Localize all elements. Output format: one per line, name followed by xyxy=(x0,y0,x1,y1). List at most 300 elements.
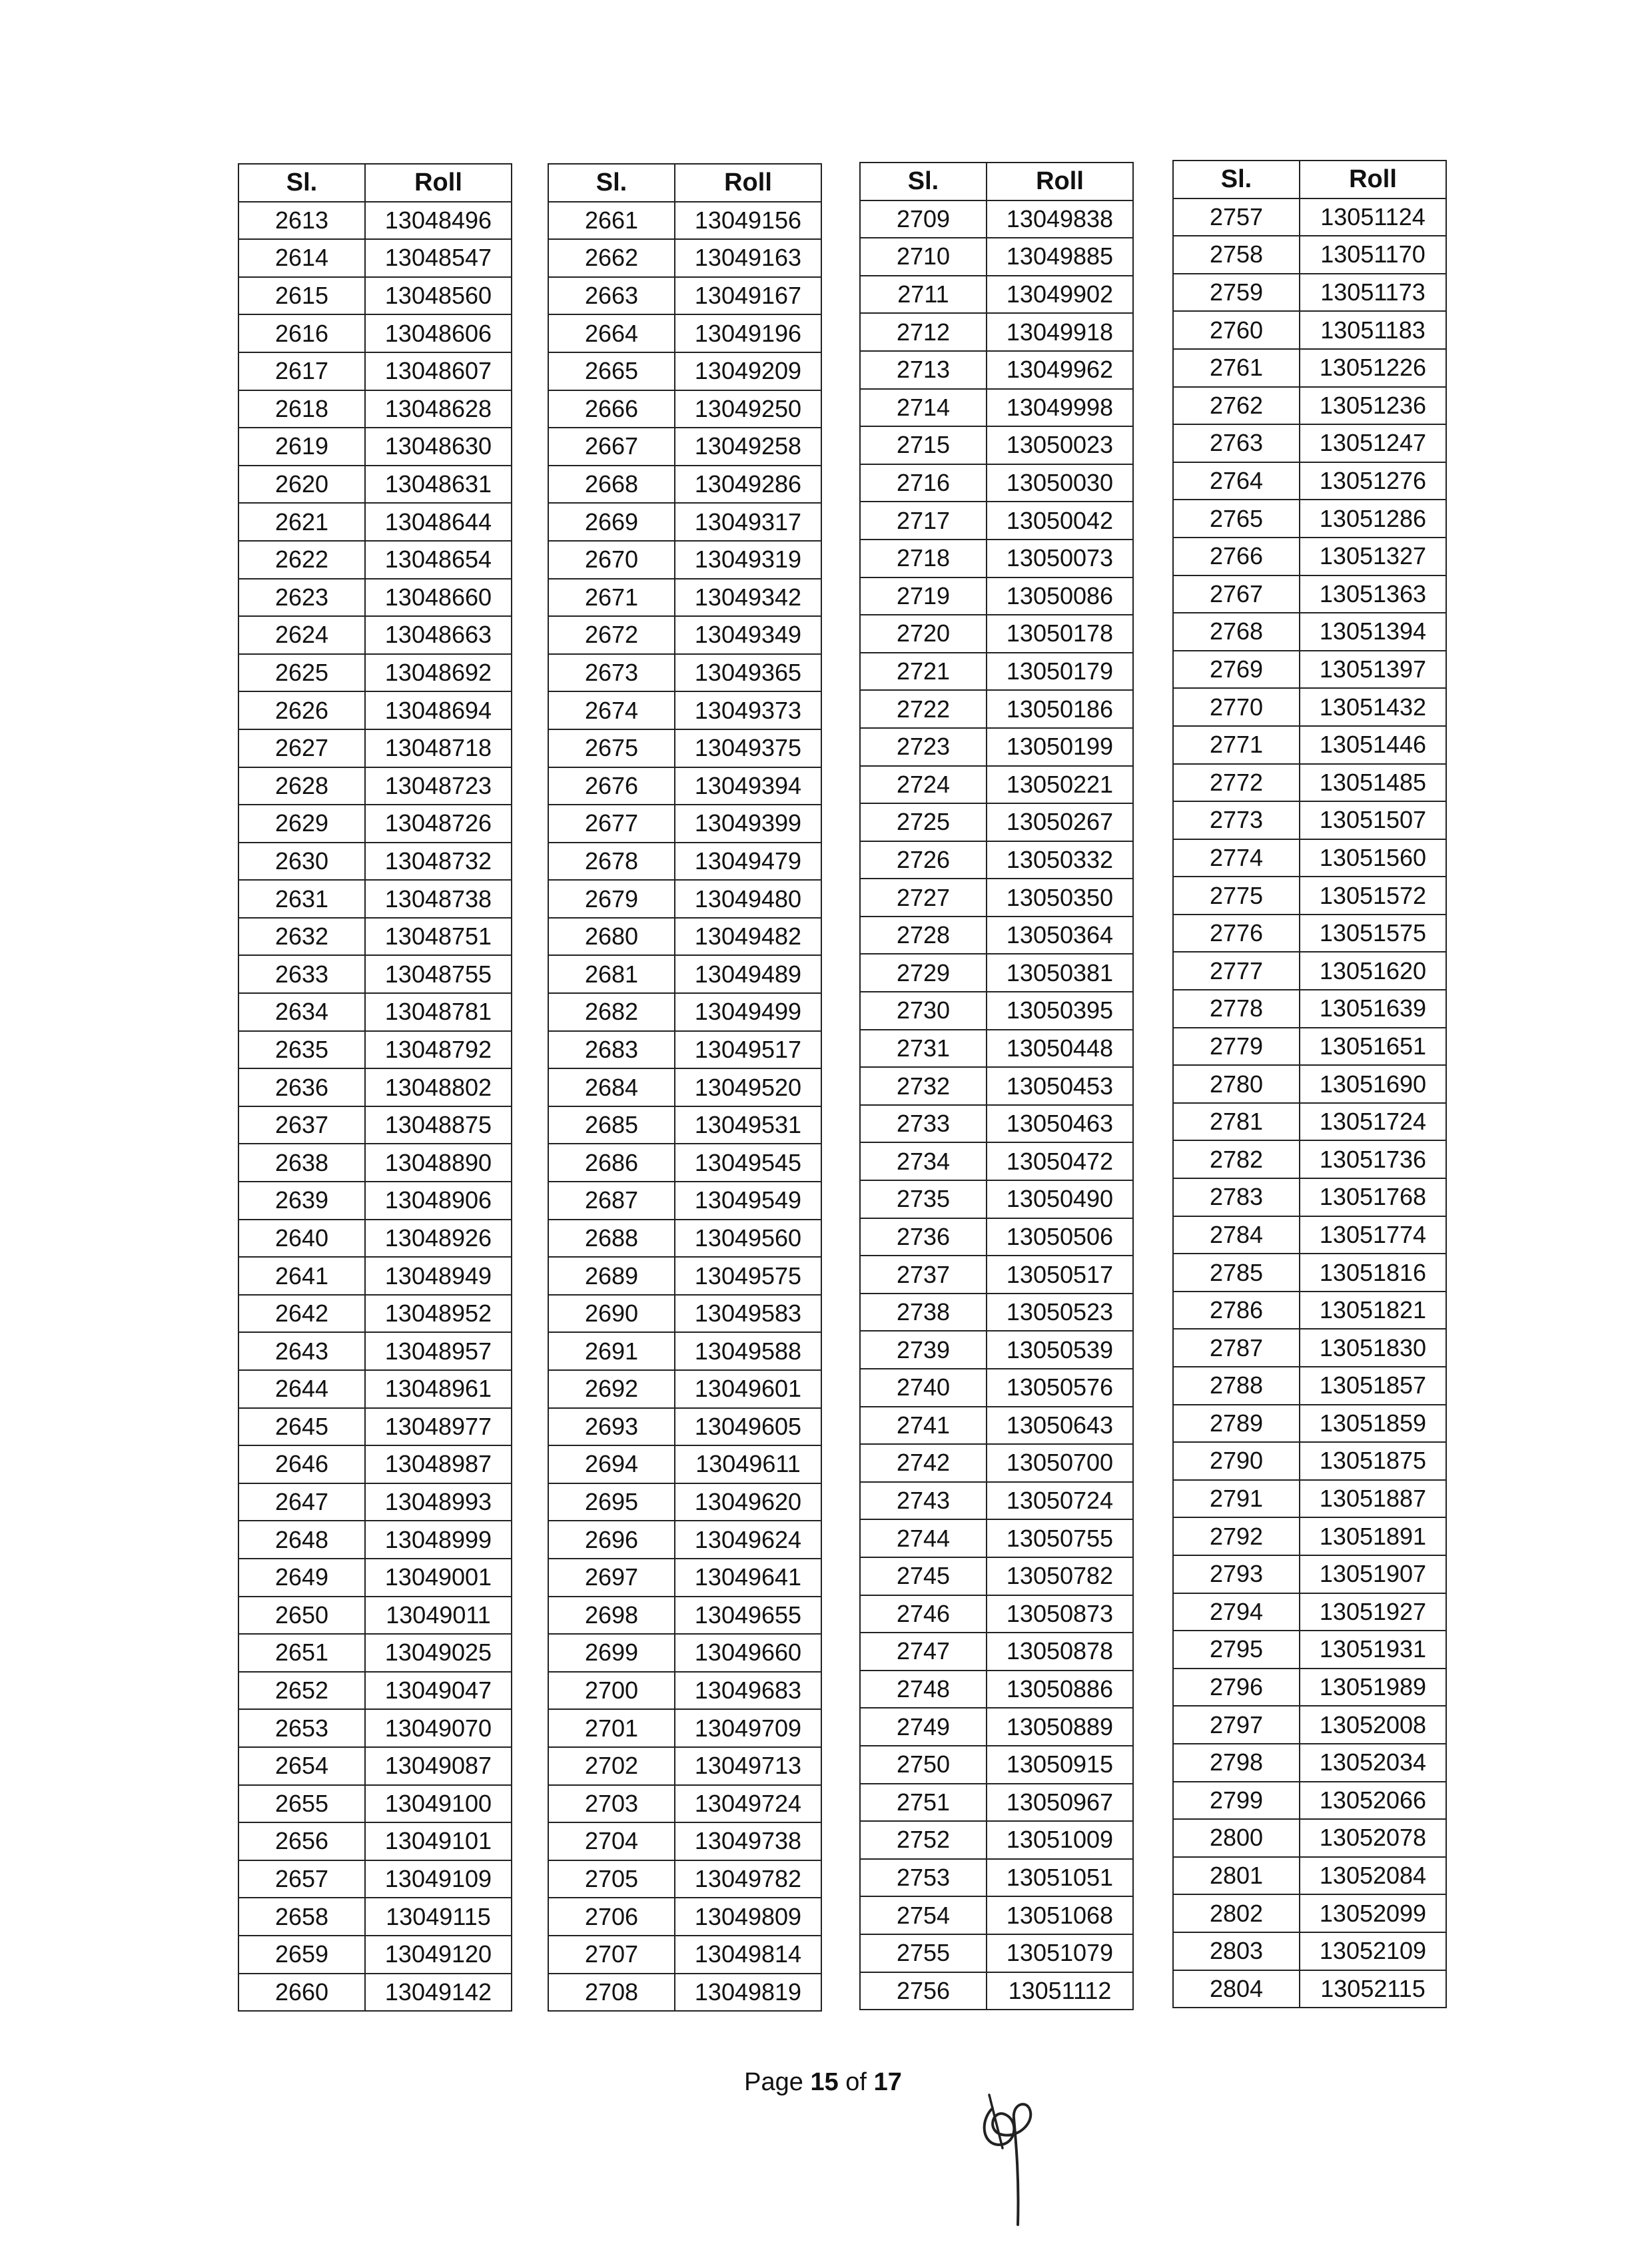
roll-cell: 13048792 xyxy=(365,1031,512,1069)
roll-cell: 13050332 xyxy=(987,841,1133,879)
sl-cell: 2655 xyxy=(238,1785,365,1823)
roll-cell: 13048628 xyxy=(365,390,512,428)
roll-cell: 13048977 xyxy=(365,1408,512,1446)
sl-cell: 2804 xyxy=(1173,1970,1300,2008)
table-row xyxy=(548,1898,821,1936)
table-row xyxy=(548,579,821,617)
sl-cell: 2767 xyxy=(1173,575,1300,613)
table-row xyxy=(1173,1028,1446,1066)
table-row xyxy=(548,880,821,918)
roll-cell: 13049819 xyxy=(675,1974,821,2012)
roll-cell: 13050782 xyxy=(987,1557,1133,1595)
table-row xyxy=(860,1180,1133,1218)
table-row xyxy=(548,1182,821,1220)
roll-cell: 13048496 xyxy=(365,202,512,240)
table-row xyxy=(238,428,512,466)
table-row xyxy=(238,352,512,390)
sl-cell: 2792 xyxy=(1173,1517,1300,1555)
roll-cell: 13049499 xyxy=(675,993,821,1031)
roll-cell: 13050576 xyxy=(987,1369,1133,1407)
roll-cell: 13051170 xyxy=(1300,236,1446,274)
roll-cell: 13051068 xyxy=(987,1896,1133,1934)
sl-cell: 2695 xyxy=(548,1483,675,1521)
roll-cell: 13049601 xyxy=(675,1370,821,1408)
table-row xyxy=(238,1332,512,1370)
table-row xyxy=(238,1106,512,1144)
sl-cell: 2743 xyxy=(860,1482,987,1520)
roll-cell: 13049365 xyxy=(675,654,821,692)
roll-header: Roll xyxy=(675,164,821,202)
table-row xyxy=(238,1672,512,1710)
sl-cell: 2680 xyxy=(548,918,675,956)
sl-cell: 2613 xyxy=(238,202,365,240)
table-row xyxy=(860,917,1133,954)
table-row xyxy=(860,1633,1133,1671)
sl-cell: 2705 xyxy=(548,1860,675,1898)
sl-cell: 2669 xyxy=(548,503,675,541)
sl-cell: 2675 xyxy=(548,729,675,767)
roll-cell: 13048547 xyxy=(365,239,512,277)
sl-cell: 2632 xyxy=(238,918,365,956)
sl-cell: 2756 xyxy=(860,1972,987,2010)
roll-cell: 13049709 xyxy=(675,1709,821,1747)
sl-cell: 2645 xyxy=(238,1408,365,1446)
roll-cell: 13048781 xyxy=(365,993,512,1031)
sl-cell: 2653 xyxy=(238,1709,365,1747)
roll-cell: 13049480 xyxy=(675,880,821,918)
sl-cell: 2780 xyxy=(1173,1065,1300,1103)
table-row xyxy=(860,1896,1133,1934)
table-row xyxy=(548,691,821,729)
sl-cell: 2625 xyxy=(238,654,365,692)
roll-cell: 13051394 xyxy=(1300,613,1446,651)
sl-cell: 2699 xyxy=(548,1634,675,1672)
table-row xyxy=(238,1860,512,1898)
sl-cell: 2615 xyxy=(238,277,365,315)
table-row xyxy=(860,351,1133,389)
roll-cell: 13049109 xyxy=(365,1860,512,1898)
table-row xyxy=(238,1521,512,1559)
sl-cell: 2765 xyxy=(1173,500,1300,538)
roll-cell: 13049624 xyxy=(675,1521,821,1559)
table-row xyxy=(548,503,821,541)
roll-cell: 13051887 xyxy=(1300,1480,1446,1518)
roll-cell: 13049342 xyxy=(675,579,821,617)
roll-cell: 13050490 xyxy=(987,1180,1133,1218)
table-row xyxy=(860,992,1133,1030)
table-row xyxy=(1173,1442,1446,1480)
roll-cell: 13048694 xyxy=(365,691,512,729)
roll-cell: 13049258 xyxy=(675,428,821,466)
table-row xyxy=(860,426,1133,464)
sl-cell: 2642 xyxy=(238,1295,365,1333)
roll-cell: 13049902 xyxy=(987,276,1133,314)
sl-cell: 2640 xyxy=(238,1220,365,1258)
table-row xyxy=(1173,198,1446,236)
roll-cell: 13048654 xyxy=(365,541,512,579)
table-row xyxy=(1173,1555,1446,1593)
sl-cell: 2697 xyxy=(548,1559,675,1597)
roll-cell: 13050886 xyxy=(987,1671,1133,1708)
sl-cell: 2755 xyxy=(860,1934,987,1972)
roll-cell: 13048751 xyxy=(365,918,512,956)
table-row xyxy=(238,654,512,692)
table-row xyxy=(860,540,1133,577)
roll-cell: 13048644 xyxy=(365,503,512,541)
roll-cell: 13049738 xyxy=(675,1822,821,1860)
roll-cell: 13049918 xyxy=(987,313,1133,351)
sl-cell: 2748 xyxy=(860,1671,987,1708)
table-row xyxy=(238,616,512,654)
roll-cell: 13051774 xyxy=(1300,1216,1446,1254)
table-row xyxy=(860,803,1133,841)
roll-cell: 13049782 xyxy=(675,1860,821,1898)
table-row xyxy=(1173,1292,1446,1329)
table-row xyxy=(238,277,512,315)
table-row xyxy=(860,1482,1133,1520)
roll-cell: 13049713 xyxy=(675,1747,821,1785)
roll-cell: 13052066 xyxy=(1300,1782,1446,1820)
table-row xyxy=(548,1521,821,1559)
sl-cell: 2770 xyxy=(1173,688,1300,726)
sl-cell: 2659 xyxy=(238,1936,365,1974)
table-row xyxy=(548,314,821,352)
table-row xyxy=(238,691,512,729)
roll-cell: 13050073 xyxy=(987,540,1133,577)
sl-cell: 2622 xyxy=(238,541,365,579)
table-row xyxy=(238,1597,512,1635)
table-row xyxy=(860,502,1133,540)
sl-cell: 2778 xyxy=(1173,990,1300,1028)
roll-cell: 13051124 xyxy=(1300,198,1446,236)
sl-cell: 2651 xyxy=(238,1634,365,1672)
table-row xyxy=(238,1785,512,1823)
sl-cell: 2637 xyxy=(238,1106,365,1144)
roll-cell: 13051051 xyxy=(987,1859,1133,1897)
sl-cell: 2747 xyxy=(860,1633,987,1671)
roll-cell: 13049655 xyxy=(675,1597,821,1635)
sl-cell: 2801 xyxy=(1173,1857,1300,1895)
roll-cell: 13049070 xyxy=(365,1709,512,1747)
sl-cell: 2761 xyxy=(1173,349,1300,387)
roll-cell: 13049319 xyxy=(675,541,821,579)
roll-cell: 13051736 xyxy=(1300,1140,1446,1178)
table-row xyxy=(1173,236,1446,274)
sl-cell: 2629 xyxy=(238,805,365,843)
sl-cell: 2750 xyxy=(860,1746,987,1784)
roll-cell: 13049962 xyxy=(987,351,1133,389)
roll-cell: 13048663 xyxy=(365,616,512,654)
sl-cell: 2687 xyxy=(548,1182,675,1220)
table-row xyxy=(548,1257,821,1295)
sl-cell: 2693 xyxy=(548,1408,675,1446)
sl-cell: 2709 xyxy=(860,200,987,238)
roll-cell: 13049142 xyxy=(365,1974,512,2012)
sl-cell: 2803 xyxy=(1173,1932,1300,1970)
roll-cell: 13052008 xyxy=(1300,1706,1446,1744)
table-row xyxy=(860,464,1133,502)
sl-cell: 2740 xyxy=(860,1369,987,1407)
sl-cell: 2633 xyxy=(238,955,365,993)
sl-cell: 2679 xyxy=(548,880,675,918)
table-row xyxy=(548,352,821,390)
roll-header: Roll xyxy=(1300,161,1446,198)
table-row xyxy=(1173,274,1446,312)
table-row xyxy=(548,428,821,466)
sl-cell: 2649 xyxy=(238,1559,365,1597)
table-row xyxy=(548,202,821,240)
sl-cell: 2773 xyxy=(1173,801,1300,839)
sl-cell: 2708 xyxy=(548,1974,675,2012)
roll-cell: 13049479 xyxy=(675,843,821,881)
roll-cell: 13049620 xyxy=(675,1483,821,1521)
table-row xyxy=(238,1370,512,1408)
table-row xyxy=(548,1220,821,1258)
table-row xyxy=(1173,688,1446,726)
sl-cell: 2662 xyxy=(548,239,675,277)
sl-cell: 2774 xyxy=(1173,839,1300,877)
sl-cell: 2766 xyxy=(1173,538,1300,575)
sl-cell: 2714 xyxy=(860,389,987,427)
roll-cell: 13051173 xyxy=(1300,274,1446,312)
table-row xyxy=(860,1934,1133,1972)
sl-cell: 2741 xyxy=(860,1407,987,1445)
table-row xyxy=(860,1067,1133,1105)
roll-cell: 13051432 xyxy=(1300,688,1446,726)
table-row xyxy=(548,654,821,692)
sl-cell: 2787 xyxy=(1173,1329,1300,1367)
sl-cell: 2670 xyxy=(548,541,675,579)
sl-cell: 2737 xyxy=(860,1256,987,1294)
roll-cell: 13049482 xyxy=(675,918,821,956)
roll-cell: 13049011 xyxy=(365,1597,512,1635)
roll-cell: 13049394 xyxy=(675,767,821,805)
roll-cell: 13051276 xyxy=(1300,462,1446,500)
roll-cell: 13051446 xyxy=(1300,726,1446,764)
roll-cell: 13049047 xyxy=(365,1672,512,1710)
table-row xyxy=(548,1597,821,1635)
sl-cell: 2616 xyxy=(238,314,365,352)
sl-cell: 2760 xyxy=(1173,311,1300,349)
table-row xyxy=(238,955,512,993)
table-row xyxy=(1173,575,1446,613)
table-row xyxy=(860,615,1133,653)
roll-cell: 13049588 xyxy=(675,1332,821,1370)
roll-cell: 13050878 xyxy=(987,1633,1133,1671)
table-row xyxy=(1173,1140,1446,1178)
table-row xyxy=(548,390,821,428)
sl-cell: 2636 xyxy=(238,1068,365,1106)
roll-cell: 13049605 xyxy=(675,1408,821,1446)
roll-cell: 13050700 xyxy=(987,1444,1133,1482)
sl-cell: 2757 xyxy=(1173,198,1300,236)
sl-cell: 2648 xyxy=(238,1521,365,1559)
sl-cell: 2720 xyxy=(860,615,987,653)
roll-cell: 13050186 xyxy=(987,690,1133,728)
roll-cell: 13049250 xyxy=(675,390,821,428)
roll-cell: 13049163 xyxy=(675,239,821,277)
roll-cell: 13050042 xyxy=(987,502,1133,540)
roll-cell: 13049101 xyxy=(365,1822,512,1860)
roll-table-2 xyxy=(548,163,822,2012)
sl-cell: 2715 xyxy=(860,426,987,464)
table-row xyxy=(1173,613,1446,651)
table-row xyxy=(860,1557,1133,1595)
table-row xyxy=(238,1257,512,1295)
table-row xyxy=(860,577,1133,615)
roll-cell: 13049531 xyxy=(675,1106,821,1144)
table-row xyxy=(1173,1932,1446,1970)
sl-cell: 2794 xyxy=(1173,1593,1300,1631)
table-row xyxy=(1173,1065,1446,1103)
roll-cell: 13049838 xyxy=(987,200,1133,238)
roll-cell: 13049660 xyxy=(675,1634,821,1672)
sl-cell: 2795 xyxy=(1173,1631,1300,1669)
table-row xyxy=(548,1785,821,1823)
table-row xyxy=(1173,990,1446,1028)
roll-cell: 13049520 xyxy=(675,1068,821,1106)
page-label: Page xyxy=(744,2068,803,2096)
sl-cell: 2684 xyxy=(548,1068,675,1106)
table-row xyxy=(860,313,1133,351)
table-row xyxy=(860,1708,1133,1746)
table-row xyxy=(548,1483,821,1521)
table-row xyxy=(1173,726,1446,764)
roll-cell: 13050724 xyxy=(987,1482,1133,1520)
sl-cell: 2661 xyxy=(548,202,675,240)
sl-cell: 2621 xyxy=(238,503,365,541)
sl-cell: 2644 xyxy=(238,1370,365,1408)
roll-cell: 13048926 xyxy=(365,1220,512,1258)
table-row xyxy=(238,202,512,240)
sl-cell: 2668 xyxy=(548,466,675,504)
table-row xyxy=(1173,1669,1446,1706)
table-row xyxy=(548,1408,821,1446)
sl-cell: 2717 xyxy=(860,502,987,540)
sl-header: Sl. xyxy=(1173,161,1300,198)
table-row xyxy=(548,918,821,956)
table-row xyxy=(548,955,821,993)
sl-cell: 2694 xyxy=(548,1445,675,1483)
table-row xyxy=(860,1519,1133,1557)
table-row xyxy=(238,918,512,956)
table-row xyxy=(238,1144,512,1182)
sl-header: Sl. xyxy=(238,164,365,202)
roll-cell: 13049399 xyxy=(675,805,821,843)
sl-cell: 2749 xyxy=(860,1708,987,1746)
sl-cell: 2790 xyxy=(1173,1442,1300,1480)
roll-cell: 13048755 xyxy=(365,955,512,993)
sl-cell: 2724 xyxy=(860,766,987,804)
table-row xyxy=(238,843,512,881)
sl-cell: 2731 xyxy=(860,1030,987,1068)
sl-cell: 2635 xyxy=(238,1031,365,1069)
sl-cell: 2630 xyxy=(238,843,365,881)
roll-cell: 13048732 xyxy=(365,843,512,881)
sl-cell: 2639 xyxy=(238,1182,365,1220)
table-row xyxy=(548,993,821,1031)
table-row xyxy=(860,1142,1133,1180)
table-row xyxy=(238,1220,512,1258)
roll-cell: 13048726 xyxy=(365,805,512,843)
roll-cell: 13051363 xyxy=(1300,575,1446,613)
page-total: 17 xyxy=(873,2068,902,2096)
sl-cell: 2769 xyxy=(1173,651,1300,689)
table-row xyxy=(548,1295,821,1333)
table-row xyxy=(1173,424,1446,462)
roll-cell: 13051079 xyxy=(987,1934,1133,1972)
table-row xyxy=(1173,1782,1446,1820)
sl-cell: 2781 xyxy=(1173,1103,1300,1141)
table-row xyxy=(860,389,1133,427)
roll-cell: 13051724 xyxy=(1300,1103,1446,1141)
sl-cell: 2751 xyxy=(860,1784,987,1822)
table-row xyxy=(1173,1178,1446,1216)
roll-cell: 13048952 xyxy=(365,1295,512,1333)
roll-cell: 13050086 xyxy=(987,577,1133,615)
roll-cell: 13049120 xyxy=(365,1936,512,1974)
roll-cell: 13049724 xyxy=(675,1785,821,1823)
sl-cell: 2788 xyxy=(1173,1367,1300,1405)
sl-cell: 2800 xyxy=(1173,1819,1300,1857)
roll-cell: 13051327 xyxy=(1300,538,1446,575)
sl-cell: 2726 xyxy=(860,841,987,879)
sl-cell: 2685 xyxy=(548,1106,675,1144)
sl-cell: 2656 xyxy=(238,1822,365,1860)
roll-cell: 13049100 xyxy=(365,1785,512,1823)
table-row xyxy=(238,466,512,504)
roll-cell: 13052109 xyxy=(1300,1932,1446,1970)
table-row xyxy=(860,1595,1133,1633)
roll-header: Roll xyxy=(365,164,512,202)
roll-cell: 13049517 xyxy=(675,1031,821,1069)
roll-cell: 13050915 xyxy=(987,1746,1133,1784)
sl-cell: 2698 xyxy=(548,1597,675,1635)
table-row xyxy=(860,1256,1133,1294)
sl-cell: 2802 xyxy=(1173,1894,1300,1932)
table-row xyxy=(548,1068,821,1106)
sl-cell: 2783 xyxy=(1173,1178,1300,1216)
sl-cell: 2626 xyxy=(238,691,365,729)
roll-cell: 13049583 xyxy=(675,1295,821,1333)
table-row xyxy=(860,1105,1133,1143)
table-row xyxy=(1173,1517,1446,1555)
sl-cell: 2641 xyxy=(238,1257,365,1295)
sl-cell: 2678 xyxy=(548,843,675,881)
roll-cell: 13050873 xyxy=(987,1595,1133,1633)
sl-cell: 2619 xyxy=(238,428,365,466)
roll-cell: 13051485 xyxy=(1300,764,1446,802)
table-row xyxy=(548,1106,821,1144)
table-row xyxy=(1173,1329,1446,1367)
roll-cell: 13051907 xyxy=(1300,1555,1446,1593)
table-row xyxy=(548,541,821,579)
roll-cell: 13050179 xyxy=(987,653,1133,691)
table-row xyxy=(1173,1480,1446,1518)
table-row xyxy=(860,728,1133,766)
sl-cell: 2764 xyxy=(1173,462,1300,500)
table-row xyxy=(238,1898,512,1936)
sl-cell: 2682 xyxy=(548,993,675,1031)
table-row xyxy=(1173,1631,1446,1669)
table-row xyxy=(238,1974,512,2012)
table-row xyxy=(548,466,821,504)
sl-cell: 2657 xyxy=(238,1860,365,1898)
sl-cell: 2784 xyxy=(1173,1216,1300,1254)
table-row xyxy=(548,1332,821,1370)
roll-cell: 13049560 xyxy=(675,1220,821,1258)
sl-cell: 2799 xyxy=(1173,1782,1300,1820)
